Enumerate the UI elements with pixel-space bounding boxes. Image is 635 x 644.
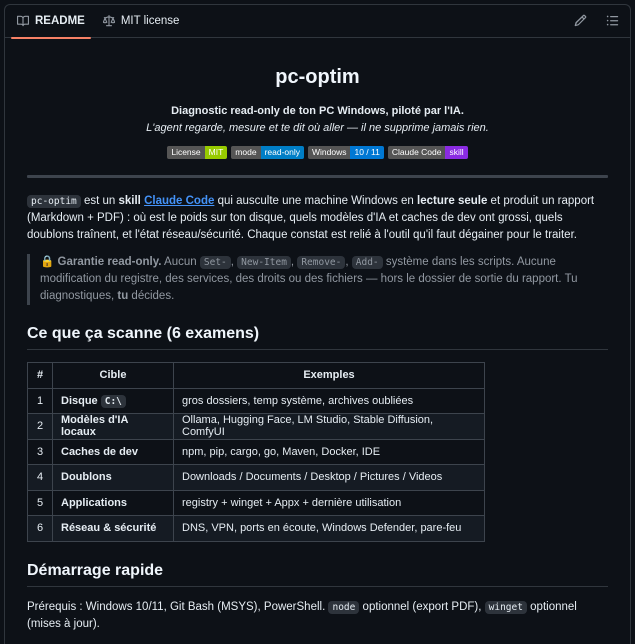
bold-text: lecture seule (417, 195, 488, 207)
tab-readme-label: README (35, 15, 85, 27)
row-target: Doublons (53, 465, 174, 491)
row-number: 3 (28, 439, 53, 465)
lock-icon: 🔒 (40, 256, 55, 268)
badge-value: 10 / 11 (350, 146, 383, 159)
row-number: 2 (28, 414, 53, 440)
readme-tools (574, 14, 620, 28)
text: Prérequis : Windows 10/11, Git Bash (MSYS), PowerShell. (27, 600, 329, 613)
badge-value: skill (445, 146, 467, 159)
inline-code: C:\ (101, 395, 126, 408)
text: optionnel (mises à jour). (27, 600, 577, 630)
row-target: Réseau & sécurité (53, 516, 174, 542)
readme-panel (4, 4, 631, 644)
inline-code: New-Item (237, 256, 291, 269)
column-header: Cible (53, 363, 174, 389)
badge-label: License (167, 146, 204, 159)
row-number: 1 (28, 388, 53, 414)
text: optionnel (export PDF), (359, 600, 485, 613)
subtagline: L'agent regarde, mesure et te dit où aller — il ne supprime jamais rien. (146, 122, 489, 134)
column-header: Exemples (174, 363, 485, 389)
text: décides. (128, 290, 175, 302)
text: est un (80, 195, 119, 207)
row-examples: npm, pip, cargo, go, Maven, Docker, IDE (174, 439, 485, 465)
row-number: 6 (28, 516, 53, 542)
inline-code: Remove- (297, 256, 345, 269)
row-number: 4 (28, 465, 53, 491)
divider (27, 175, 608, 178)
row-examples: Downloads / Documents / Desktop / Pictures / Videos (174, 465, 485, 491)
row-target: Caches de dev (53, 439, 174, 465)
row-number: 5 (28, 490, 53, 516)
book-icon (17, 15, 29, 27)
bold-text: Garantie read-only. (57, 256, 162, 268)
inline-code: Add- (352, 256, 383, 269)
quick-start-heading: Démarrage rapide (27, 562, 608, 587)
tab-license-label: MIT license (120, 15, 180, 27)
row-examples: registry + winget + Appx + dernière utilisation (174, 490, 485, 516)
tab-license[interactable] (97, 5, 186, 38)
row-examples: DNS, VPN, ports en écoute, Windows Defender, pare-feu (174, 516, 485, 542)
inline-code: Set- (200, 256, 231, 269)
page-title: pc-optim (275, 66, 360, 88)
tab-readme[interactable] (11, 5, 91, 38)
prereq-paragraph (27, 599, 608, 633)
scan-heading: Ce que ça scanne (6 examens) (27, 325, 608, 350)
row-target: Modèles d'IA locaux (53, 414, 174, 440)
row-target: Applications (53, 490, 174, 516)
bold-text: tu (117, 290, 129, 302)
tagline: Diagnostic read-only de ton PC Windows, piloté par l'IA. (171, 105, 464, 117)
scale-icon (103, 15, 115, 27)
pencil-icon[interactable] (574, 14, 588, 28)
intro-paragraph (27, 193, 608, 244)
readme-body (5, 66, 630, 633)
badge-row (27, 146, 608, 159)
table-header-row (28, 363, 485, 389)
list-icon[interactable] (606, 14, 620, 28)
text: Aucun (161, 256, 200, 268)
badge-claude-code[interactable] (388, 146, 468, 159)
inline-code: pc-optim (27, 195, 81, 208)
badge-label: Windows (308, 146, 350, 159)
table-row (28, 465, 485, 491)
inline-code: winget (485, 601, 527, 614)
badge-value: MIT (205, 146, 228, 159)
row-target (53, 388, 174, 414)
readme-tabbar (5, 5, 630, 38)
scan-table (27, 362, 485, 542)
badge-value: read-only (261, 146, 304, 159)
badge-label: mode (231, 146, 260, 159)
badge-license[interactable] (167, 146, 227, 159)
text: et produit un rapport (Markdown + PDF) : où est le poids sur ton disque, quels modèles d'IA et caches de dev ont grossi, quels doublons traînent, et l'état réseau/sécurité. Chaque constat est relié à l'outil qu'il faut dégainer pour le traiter. (27, 195, 595, 241)
column-header: # (28, 363, 53, 389)
badge-windows[interactable] (308, 146, 384, 159)
table-row (28, 516, 485, 542)
row-examples: gros dossiers, temp système, archives oubliées (174, 388, 485, 414)
badge-mode[interactable] (231, 146, 304, 159)
bold-text: skill (118, 195, 141, 207)
table-row (28, 439, 485, 465)
table-row (28, 388, 485, 414)
inline-code: node (328, 601, 359, 614)
table-row (28, 414, 485, 440)
table-row (28, 490, 485, 516)
text: qui ausculte une machine Windows en (214, 195, 418, 207)
badge-label: Claude Code (388, 146, 446, 159)
guarantee-quote: 🔒 Garantie read-only. Aucun Set- , New-Item , Remove- , Add- système dans les scripts. Aucune modification du registre, des services, des droits ou des fichiers — hors le dossier de sortie du rapport. Tu diagnostiques, tu décides. (27, 254, 608, 305)
target-label: Disque (61, 394, 101, 407)
text: système dans les scripts. Aucune modification du registre, des services, des droits ou des fichiers — hors le dossier de sortie du rapport. Tu diagnostiques, (40, 256, 578, 302)
claude-code-link[interactable]: Claude Code (144, 195, 215, 207)
row-examples: Ollama, Hugging Face, LM Studio, Stable Diffusion, ComfyUI (174, 414, 485, 440)
